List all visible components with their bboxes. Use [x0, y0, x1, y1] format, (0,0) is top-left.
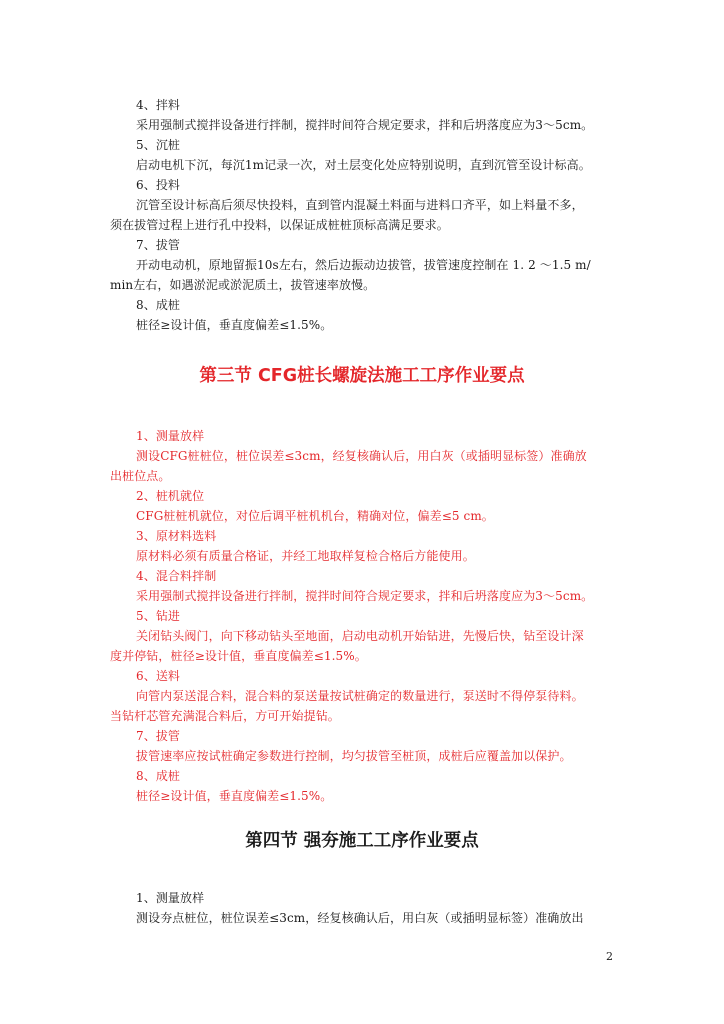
list-item-heading: 6、投料 — [136, 178, 181, 192]
paragraph-line: 出桩位点。 — [110, 469, 171, 483]
list-item-heading: 3、原材料选料 — [136, 529, 217, 543]
paragraph-line: 须在拔管过程上进行孔中投料，以保证成桩桩顶标高满足要求。 — [110, 218, 449, 232]
list-item-heading: 7、拔管 — [136, 238, 181, 252]
list-item-heading: 4、拌料 — [136, 98, 181, 112]
list-item-heading: 7、拔管 — [136, 729, 181, 743]
list-item-heading: 8、成桩 — [136, 769, 181, 783]
paragraph-line: min左右，如遇淤泥或淤泥质土，拔管速率放慢。 — [110, 278, 376, 292]
list-item-heading: 1、测量放样 — [136, 891, 205, 905]
list-item-heading: 8、成桩 — [136, 298, 181, 312]
paragraph-line: 沉管至设计标高后须尽快投料，直到管内混凝土料面与进料口齐平，如上料量不多， — [136, 198, 584, 212]
paragraph-line: 启动电机下沉，每沉1m记录一次，对土层变化处应特别说明，直到沉管至设计标高。 — [136, 158, 591, 172]
section4-body — [110, 888, 616, 928]
paragraph-line: 测设夯点桩位，桩位误差≤3cm，经复核确认后，用白灰（或插明显标签）准确放出 — [136, 911, 584, 925]
paragraph-line: 关闭钻头阀门，向下移动钻头至地面，启动电动机开始钻进，先慢后快，钻至设计深 — [136, 629, 584, 643]
paragraph-line: 测设CFG桩桩位，桩位误差≤3cm，经复核确认后，用白灰（或插明显标签）准确放 — [136, 449, 587, 463]
paragraph-line: 桩径≥设计值，垂直度偏差≤1.5%。 — [136, 789, 333, 803]
page-number: 2 — [606, 950, 613, 963]
list-item-heading: 5、钻进 — [136, 609, 181, 623]
section3-body — [110, 426, 616, 806]
paragraph-line: 采用强制式搅拌设备进行拌制，搅拌时间符合规定要求，拌和后坍落度应为3～5cm。 — [136, 118, 594, 132]
list-item-heading: 2、桩机就位 — [136, 489, 205, 503]
paragraph-line: CFG桩桩机就位，对位后调平桩机机台，精确对位，偏差≤5 cm。 — [136, 509, 494, 523]
list-item-heading: 4、混合料拌制 — [136, 569, 217, 583]
list-item-heading: 5、沉桩 — [136, 138, 181, 152]
paragraph-line: 桩径≥设计值，垂直度偏差≤1.5%。 — [136, 318, 333, 332]
paragraph-line: 向管内泵送混合料，混合料的泵送量按试桩确定的数量进行，泵送时不得停泵待料。 — [136, 689, 584, 703]
section3-heading: 第三节 CFG桩长螺旋法施工工序作业要点 — [199, 366, 525, 386]
paragraph-line: 度并停钻，桩径≥设计值，垂直度偏差≤1.5%。 — [110, 649, 367, 663]
paragraph-line: 采用强制式搅拌设备进行拌制，搅拌时间符合规定要求，拌和后坍落度应为3～5cm。 — [136, 589, 594, 603]
section4-heading: 第四节 强夯施工工序作业要点 — [245, 831, 479, 851]
paragraph-line: 原材料必须有质量合格证，并经工地取样复检合格后方能使用。 — [136, 549, 475, 563]
list-item-heading: 1、测量放样 — [136, 429, 205, 443]
paragraph-line: 当钻杆芯管充满混合料后，方可开始提钻。 — [110, 709, 340, 723]
list-item-heading: 6、送料 — [136, 669, 181, 683]
paragraph-line: 拔管速率应按试桩确定参数进行控制，均匀拔管至桩顶，成桩后应覆盖加以保护。 — [136, 749, 572, 763]
top-section — [110, 95, 616, 335]
paragraph-line: 开动电动机，原地留振10s左右，然后边振动边拔管，拔管速度控制在 1. 2 ～1.5 m/ — [136, 258, 591, 272]
